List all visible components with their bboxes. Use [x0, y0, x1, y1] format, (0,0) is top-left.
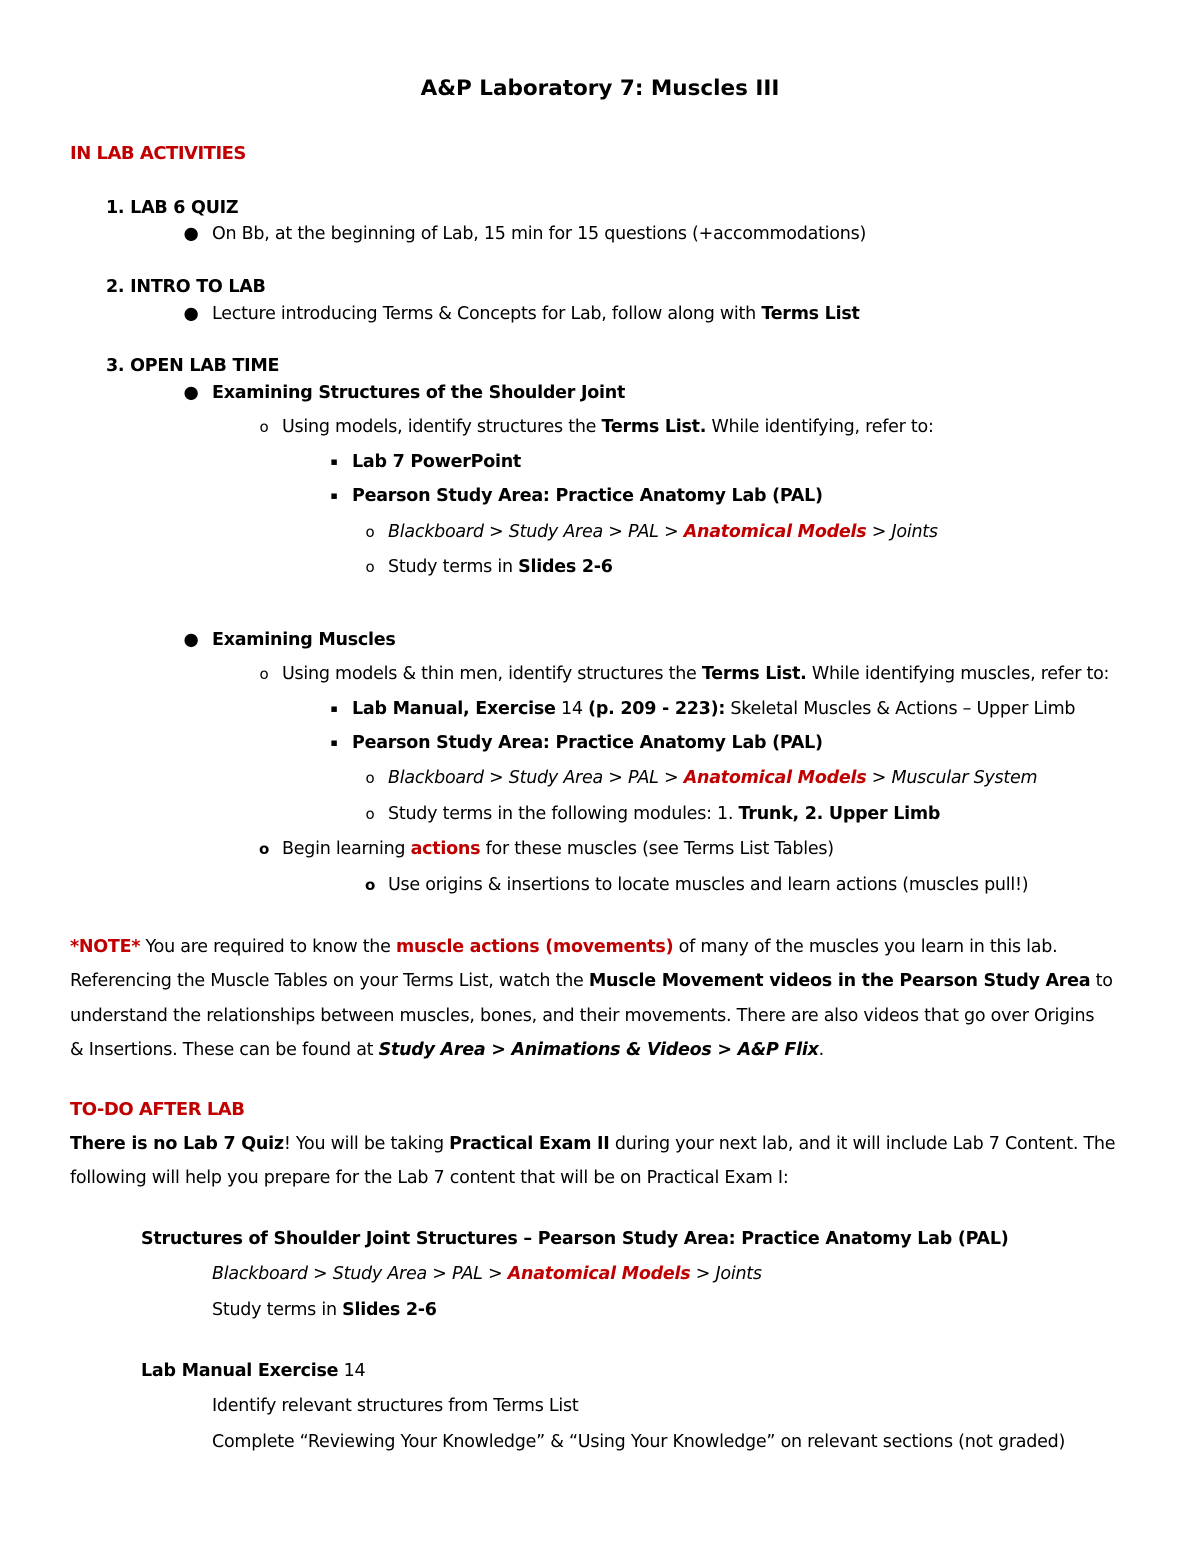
- quiz-text: On Bb, at the beginning of Lab, 15 min for 15 questions (+accommodations): [212, 224, 867, 244]
- in-lab-heading: IN LAB ACTIVITIES: [70, 143, 246, 164]
- shoulder-slides: o Study terms in Slides 2-6: [352, 555, 613, 579]
- square-marker: ▪: [330, 702, 338, 715]
- note-line-2: Referencing the Muscle Tables on your Terms List, watch the Muscle Movement videos in the Pearson Study Area to: [70, 971, 1113, 991]
- after-line-2: following will help you prepare for the Lab 7 content that will be on Practical Exam I:: [70, 1168, 789, 1188]
- circle-marker: o: [365, 558, 375, 576]
- circle-marker: o: [259, 418, 269, 436]
- muscle-actions-highlight: muscle actions (movements): [395, 937, 674, 957]
- muscles-lab-manual: ▪ Lab Manual, Exercise 14 (p. 209 - 223): Skeletal Muscles & Actions – Upper Limb: [316, 697, 1075, 721]
- muscles-actions: o Begin learning actions for these muscles (see Terms List Tables): [246, 837, 834, 861]
- after-shoulder-title: Structures of Shoulder Joint Structures – Pearson Study Area: Practice Anatomy Lab (PAL): [141, 1229, 1009, 1249]
- shoulder-path: o Blackboard > Study Area > PAL > Anatomical Models > Joints: [352, 520, 938, 544]
- after-shoulder-path: Blackboard > Study Area > PAL > Anatomical Models > Joints: [212, 1264, 762, 1284]
- anatomical-models-link: Anatomical Models: [683, 768, 867, 788]
- after-lm-item-1: Identify relevant structures from Terms List: [212, 1396, 579, 1416]
- intro-bullet: ● Lecture introducing Terms & Concepts for Lab, follow along with Terms List: [170, 302, 860, 326]
- after-shoulder-slides: Study terms in Slides 2-6: [212, 1300, 437, 1320]
- page-title: A&P Laboratory 7: Muscles III: [420, 76, 780, 101]
- muscles-title: Examining Muscles: [212, 630, 396, 650]
- lab6-quiz-heading: 1. LAB 6 QUIZ: [106, 198, 239, 218]
- circle-marker: o: [365, 805, 375, 823]
- after-line-1: There is no Lab 7 Quiz! You will be taking Practical Exam II during your next lab, and it will include Lab 7 Content. The: [70, 1134, 1116, 1154]
- circle-marker: o: [364, 876, 376, 894]
- square-marker: ▪: [330, 489, 338, 502]
- note-label: *NOTE*: [70, 937, 141, 957]
- circle-marker: o: [258, 840, 270, 858]
- quiz-bullet: [170, 222, 866, 246]
- shoulder-sub-1: o Using models, identify structures the Terms List. While identifying, refer to:: [246, 415, 934, 439]
- bullet-marker: ●: [183, 224, 199, 244]
- shoulder-pal: ▪ Pearson Study Area: Practice Anatomy Lab (PAL): [316, 484, 823, 508]
- note-line-1: *NOTE* You are required to know the muscle actions (movements) of many of the muscles you learn in this lab.: [70, 937, 1058, 957]
- ap-flix-path: Study Area > Animations & Videos > A&P Flix: [378, 1040, 819, 1060]
- muscles-pal: ▪ Pearson Study Area: Practice Anatomy Lab (PAL): [316, 731, 823, 755]
- after-lab-heading: TO-DO AFTER LAB: [70, 1099, 245, 1120]
- shoulder-ppt: ▪ Lab 7 PowerPoint: [316, 450, 521, 474]
- circle-marker: o: [259, 665, 269, 683]
- anatomical-models-link: Anatomical Models: [507, 1264, 691, 1284]
- note-line-3: understand the relationships between muscles, bones, and their movements. There are also videos that go over Origins: [70, 1006, 1095, 1026]
- circle-marker: o: [365, 769, 375, 787]
- intro-heading: 2. INTRO TO LAB: [106, 277, 266, 297]
- muscles-bullet: [170, 628, 396, 652]
- terms-list-ref: Terms List: [761, 304, 860, 324]
- circle-marker: o: [365, 523, 375, 541]
- after-lm-item-2: Complete “Reviewing Your Knowledge” & “Using Your Knowledge” on relevant sections (not graded): [212, 1432, 1066, 1452]
- actions-highlight: actions: [410, 839, 481, 859]
- bullet-marker: ●: [183, 383, 199, 403]
- shoulder-title: Examining Structures of the Shoulder Joint: [212, 383, 626, 403]
- open-lab-heading: 3. OPEN LAB TIME: [106, 356, 280, 376]
- anatomical-models-link: Anatomical Models: [683, 522, 867, 542]
- bullet-marker: ●: [183, 304, 199, 324]
- muscles-path: o Blackboard > Study Area > PAL > Anatomical Models > Muscular System: [352, 766, 1037, 790]
- note-line-4: & Insertions. These can be found at Study Area > Animations & Videos > A&P Flix.: [70, 1040, 824, 1060]
- muscles-sub-1: o Using models & thin men, identify structures the Terms List. While identifying muscles, refer to:: [246, 662, 1109, 686]
- shoulder-bullet: [170, 381, 625, 405]
- muscles-modules: o Study terms in the following modules: 1. Trunk, 2. Upper Limb: [352, 802, 940, 826]
- muscles-origins: o Use origins & insertions to locate muscles and learn actions (muscles pull!): [352, 873, 1028, 897]
- after-lab-manual: Lab Manual Exercise 14: [141, 1361, 366, 1381]
- square-marker: ▪: [330, 455, 338, 468]
- bullet-marker: ●: [183, 630, 199, 650]
- square-marker: ▪: [330, 736, 338, 749]
